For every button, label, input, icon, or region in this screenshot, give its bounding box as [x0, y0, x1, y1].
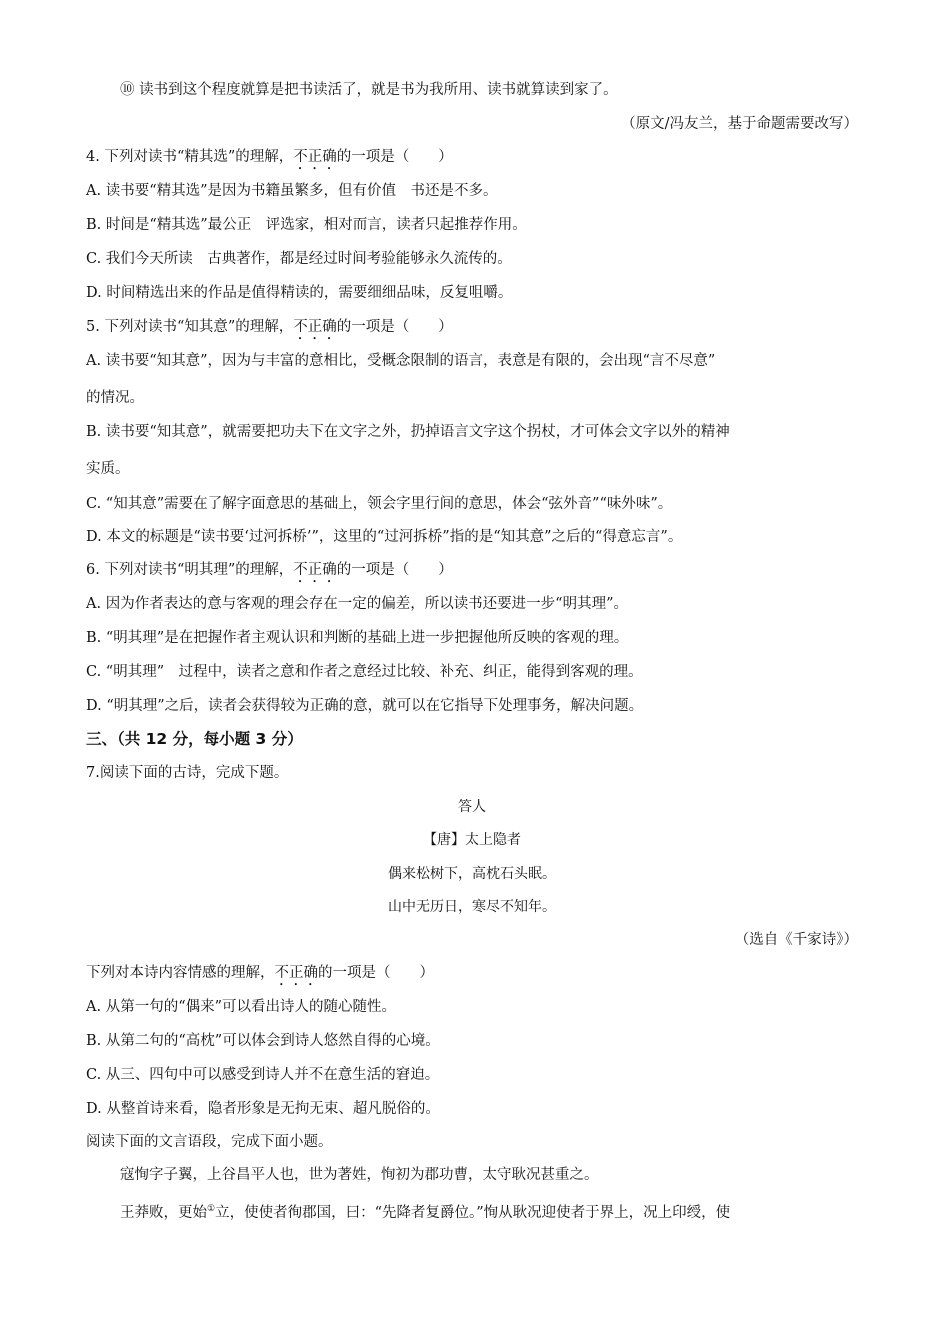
q5-option-a-line2: 的情况。: [86, 390, 144, 406]
q5-option-a-line1: A. 读书要“知其意”，因为与丰富的意相比，受概念限制的语言，表意是有限的，会出现“言不尽意”: [86, 353, 716, 369]
poem-author: 【唐】太上隐者: [423, 832, 521, 848]
q7-option-b: B. 从第二句的“高枕”可以体会到诗人悠然自得的心境。: [86, 1033, 440, 1049]
q4-option-b: B. 时间是“精其选”最公正 评选家，相对而言，读者只起推荐作用。: [86, 217, 527, 233]
q5-stem-emphasis: 不正确: [293, 319, 337, 335]
q7-option-a: A. 从第一句的“偶来”可以看出诗人的随心随性。: [86, 999, 397, 1015]
q6-option-b: B. “明其理”是在把握作者主观认识和判断的基础上进一步把握他所反映的客观的理。: [86, 630, 629, 646]
q6-option-d: D. “明其理”之后，读者会获得较为正确的意，就可以在它指导下处理事务，解决问题。: [86, 698, 644, 714]
q4-stem-pre: 4. 下列对读书“精其选”的理解，: [86, 149, 294, 165]
q6-stem-pre: 6. 下列对读书“明其理”的理解，: [86, 562, 294, 578]
q6-stem-post: 的一项是（ ）: [336, 562, 453, 578]
q5-option-b-line2: 实质。: [86, 461, 130, 477]
poem-title: 答人: [458, 799, 486, 815]
poem-source: （选自《千家诗》）: [734, 932, 858, 948]
footnote-marker: ①: [207, 1204, 216, 1214]
q5-option-c: C. “知其意”需要在了解字面意思的基础上，领会字里行间的意思，体会“弦外音”“味外味”。: [86, 496, 673, 512]
q6-stem: [86, 560, 858, 586]
q4-option-d: D. 时间精选出来的作品是值得精读的，需要细细品味，反复咀嚼。: [86, 285, 513, 301]
source-credit: （原文/冯友兰，基于命题需要改写）: [621, 116, 858, 132]
section-3-heading: 三、（共 12 分，每小题 3 分）: [86, 730, 303, 748]
q7-stem: [86, 963, 858, 989]
q5-option-b-line1: B. 读书要“知其意”，就需要把功夫下在文字之外，扔掉语言文字这个拐杖，才可体会文字以外的精神: [86, 424, 730, 440]
q5-stem-post: 的一项是（ ）: [336, 319, 453, 335]
q5-stem: [86, 317, 858, 343]
q4-stem-post: 的一项是（ ）: [336, 149, 453, 165]
q7-intro: 7.阅读下面的古诗，完成下题。: [86, 765, 289, 781]
q6-option-c: C. “明其理” 过程中，读者之意和作者之意经过比较、补充、纠正，能得到客观的理。: [86, 664, 643, 680]
q7-option-c: C. 从三、四句中可以感受到诗人并不在意生活的窘迫。: [86, 1067, 440, 1083]
classical-intro: 阅读下面的文言语段，完成下面小题。: [86, 1134, 333, 1150]
poem-line-2: 山中无历日，寒尽不知年。: [388, 899, 556, 915]
q4-stem: [86, 147, 858, 173]
poem-line-1: 偶来松树下，高枕石头眠。: [388, 866, 556, 882]
classical-paragraph-2: [120, 1199, 858, 1223]
classical-paragraph-1: 寇恂字子翼，上谷昌平人也，世为著姓，恂初为郡功曹，太守耿况甚重之。: [120, 1167, 599, 1183]
source-paragraph: ⑩ 读书到这个程度就算是把书读活了，就是书为我所用、读书就算读到家了。: [120, 82, 618, 98]
q6-stem-emphasis: 不正确: [293, 562, 337, 578]
q4-option-a: A. 读书要“精其选”是因为书籍虽繁多，但有价值 书还是不多。: [86, 183, 498, 199]
q6-option-a: A. 因为作者表达的意与客观的理会存在一定的偏差，所以读书还要进一步“明其理”。: [86, 596, 629, 612]
q7-stem-emphasis: 不正确: [274, 965, 318, 981]
q7-option-d: D. 从整首诗来看，隐者形象是无拘无束、超凡脱俗的。: [86, 1101, 440, 1117]
q7-stem-pre: 下列对本诗内容情感的理解，: [86, 965, 275, 981]
classical-p2-post: 立，使使者徇郡国，曰：“先降者复爵位。”恂从耿况迎使者于界上，况上印绶，使: [215, 1204, 731, 1221]
classical-p2-pre: 王莽败，更始: [120, 1204, 207, 1221]
q5-stem-pre: 5. 下列对读书“知其意”的理解，: [86, 319, 294, 335]
q4-option-c: C. 我们今天所读 古典著作，都是经过时间考验能够永久流传的。: [86, 251, 512, 267]
q4-stem-emphasis: 不正确: [293, 149, 337, 165]
q7-stem-post: 的一项是（ ）: [318, 965, 434, 981]
q5-option-d: D. 本文的标题是“读书要‘过河拆桥’”，这里的“过河拆桥”指的是“知其意”之后的“得意忘言”。: [86, 529, 683, 545]
